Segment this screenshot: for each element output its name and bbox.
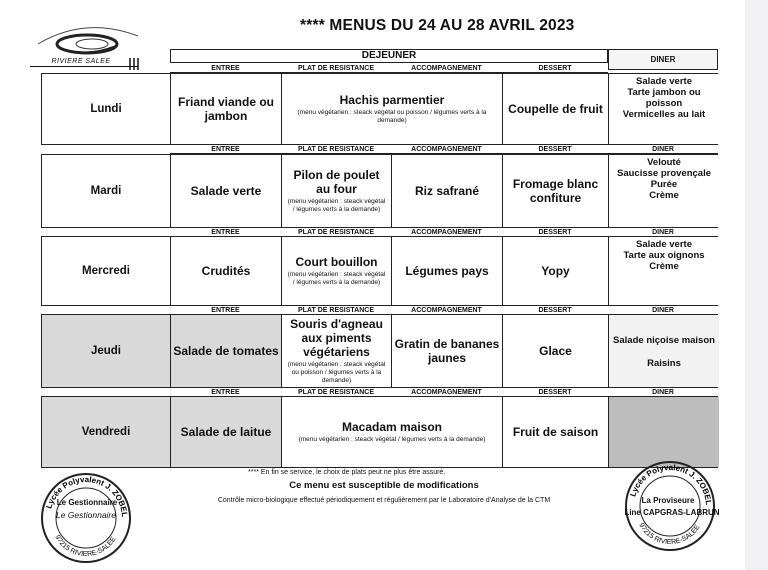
subheader-dessert: DESSERT	[502, 306, 608, 315]
plat-cell	[282, 155, 392, 227]
subheader-accompagnement: ACCOMPAGNEMENT	[391, 145, 502, 154]
plat-text: Hachis parmentier	[339, 93, 445, 107]
accompagnement-cell	[392, 315, 503, 387]
subheader-entree: ENTREE	[170, 388, 281, 397]
entree-text: Friand viande ou jambon	[177, 95, 274, 123]
plat-vegetarian-note: (menu végétarien : steack végétal / légumes verts à la demande)	[298, 436, 486, 443]
accompagnement-text: Légumes pays	[405, 264, 489, 278]
subheader-diner: DINER	[608, 228, 718, 237]
diner-item: Purée	[650, 179, 678, 190]
day-name: Lundi	[90, 103, 122, 115]
dessert-cell	[503, 155, 609, 227]
day-name: Vendredi	[81, 426, 131, 438]
dessert-text: Coupelle de fruit	[508, 102, 603, 116]
header-dejeuner: DEJEUNER	[170, 49, 608, 63]
accompagnement-cell	[392, 237, 503, 305]
stamp-left-postcode: 97215 RIVIERE-SALEE	[53, 534, 118, 559]
day-cell	[42, 397, 171, 467]
day-name: Jeudi	[90, 345, 122, 357]
diner-item: Saucisse provençale	[617, 168, 711, 179]
menu-row	[41, 154, 718, 228]
stamp-left-arc: Lycée Polyvalent J. ZOBEL	[44, 474, 130, 518]
diner-item: Tarte jambon ou poisson	[627, 87, 701, 109]
modification-note: Ce menu est susceptible de modifications	[289, 480, 479, 491]
diner-item: Vermicelles au lait	[622, 109, 706, 120]
dessert-cell	[503, 74, 609, 144]
stamp-right	[622, 458, 718, 554]
accompagnement-text: Gratin de bananes jaunes	[394, 337, 500, 365]
stamp-right-arc: Lycée Polyvalent J. ZOBEL	[628, 462, 714, 506]
subheader-dessert: DESSERT	[502, 145, 608, 154]
dessert-cell	[503, 397, 609, 467]
subheader-dessert: DESSERT	[502, 388, 608, 397]
service-note: **** En fin se service, le choix de plats peut ne plus être assuré.	[248, 469, 446, 476]
day-name: Mardi	[90, 185, 122, 197]
menu-row	[41, 236, 718, 306]
subheader-entree: ENTREE	[170, 64, 281, 73]
stamp-right-name: Line CAPGRAS-LABRUN	[624, 508, 720, 517]
plat-vegetarian-note: (menu végétarien : steack végétal / légumes verts à la demande)	[287, 271, 386, 286]
page-title: **** MENUS DU 24 AU 28 AVRIL 2023	[300, 17, 575, 34]
entree-cell	[171, 155, 282, 227]
day-cell	[42, 315, 171, 387]
stamp-left-signature: Le Gestionnaire	[55, 510, 116, 520]
plat-cell	[282, 237, 392, 305]
subheader-plat: PLAT DE RESISTANCE	[281, 388, 391, 397]
subheader-diner: DINER	[608, 306, 718, 315]
menu-row	[41, 314, 718, 388]
dessert-text: Fromage blanc confiture	[512, 177, 599, 205]
subheader-plat: PLAT DE RESISTANCE	[281, 145, 391, 154]
diner-item: Velouté	[647, 157, 681, 168]
diner-cell	[609, 315, 719, 387]
logo-underline	[30, 66, 138, 67]
dessert-text: Glace	[539, 344, 572, 358]
entree-cell	[171, 74, 282, 144]
entree-text: Salade de laitue	[180, 425, 272, 439]
accompagnement-text: Riz safrané	[414, 184, 480, 198]
entree-cell	[171, 315, 282, 387]
plat-text: Macadam maison	[341, 420, 443, 434]
plat-vegetarian-note: (menu végétarien : steack végétal ou poisson / légumes verts à la demande)	[297, 109, 487, 124]
day-cell	[42, 237, 171, 305]
diner-cell	[609, 237, 719, 305]
subheader-plat: PLAT DE RESISTANCE	[281, 306, 391, 315]
plat-cell	[282, 315, 392, 387]
diner-cell	[609, 397, 719, 467]
menu-row	[41, 73, 718, 145]
subheader-plat: PLAT DE RESISTANCE	[281, 64, 391, 73]
menu-row	[41, 396, 718, 468]
subheader-accompagnement: ACCOMPAGNEMENT	[391, 388, 502, 397]
plat-text: Pilon de poulet au four	[293, 168, 380, 196]
diner-item: Crème	[649, 261, 679, 272]
plat-text: Court bouillon	[295, 255, 378, 269]
plat-vegetarian-note: (menu végétarien : steack végétal ou poisson / légumes verts à la demande)	[287, 361, 386, 384]
plat-vegetarian-note: (menu végétarien : steack végétal / légumes verts à la demande)	[287, 198, 386, 213]
accompagnement-cell	[392, 155, 503, 227]
diner-item: Salade verte	[636, 76, 692, 87]
diner-item: Salade niçoise maison	[613, 335, 715, 346]
plat-cell	[282, 397, 503, 467]
subheader-entree: ENTREE	[170, 145, 281, 154]
diner-item: Raisins	[647, 358, 681, 369]
entree-text: Salade de tomates	[173, 344, 279, 358]
diner-cell	[609, 74, 719, 144]
school-name: RIVIERE SALEE	[51, 58, 111, 65]
day-cell	[42, 74, 171, 144]
entree-text: Salade verte	[190, 184, 262, 198]
dessert-text: Yopy	[541, 264, 570, 278]
day-name: Mercredi	[82, 265, 130, 277]
dessert-text: Fruit de saison	[512, 425, 599, 439]
subheader-accompagnement: ACCOMPAGNEMENT	[391, 64, 502, 73]
stamp-right-role: La Proviseure	[641, 496, 695, 505]
dessert-cell	[503, 237, 609, 305]
subheader-entree: ENTREE	[170, 228, 281, 237]
stamp-left-role: Le Gestionnaire	[56, 498, 118, 507]
plat-text: Souris d'agneau aux piments végétariens	[290, 317, 383, 359]
subheader-diner: DINER	[608, 145, 718, 154]
subheader-accompagnement: ACCOMPAGNEMENT	[391, 306, 502, 315]
subheader-accompagnement: ACCOMPAGNEMENT	[391, 228, 502, 237]
subheader-diner: DINER	[608, 388, 718, 397]
subheader-entree: ENTREE	[170, 306, 281, 315]
header-diner: DINER	[608, 49, 718, 70]
subheader-plat: PLAT DE RESISTANCE	[281, 228, 391, 237]
control-note: Contrôle micro-biologique effectué périodiquement et régulièrement par le Laboratoire d'Analyse de la CTM	[217, 497, 551, 504]
diner-item: Salade verte	[636, 239, 692, 250]
entree-cell	[171, 237, 282, 305]
entree-cell	[171, 397, 282, 467]
plat-cell	[282, 74, 503, 144]
stamp-right-postcode: 97215 RIVIERE-SALEE	[637, 522, 702, 547]
dessert-cell	[503, 315, 609, 387]
diner-item: Crème	[649, 190, 679, 201]
diner-cell	[609, 155, 719, 227]
subheader-dessert: DESSERT	[502, 228, 608, 237]
subheader-dessert: DESSERT	[502, 64, 608, 73]
day-cell	[42, 155, 171, 227]
entree-text: Crudités	[201, 264, 251, 278]
diner-item: Tarte aux oignons	[623, 250, 705, 261]
